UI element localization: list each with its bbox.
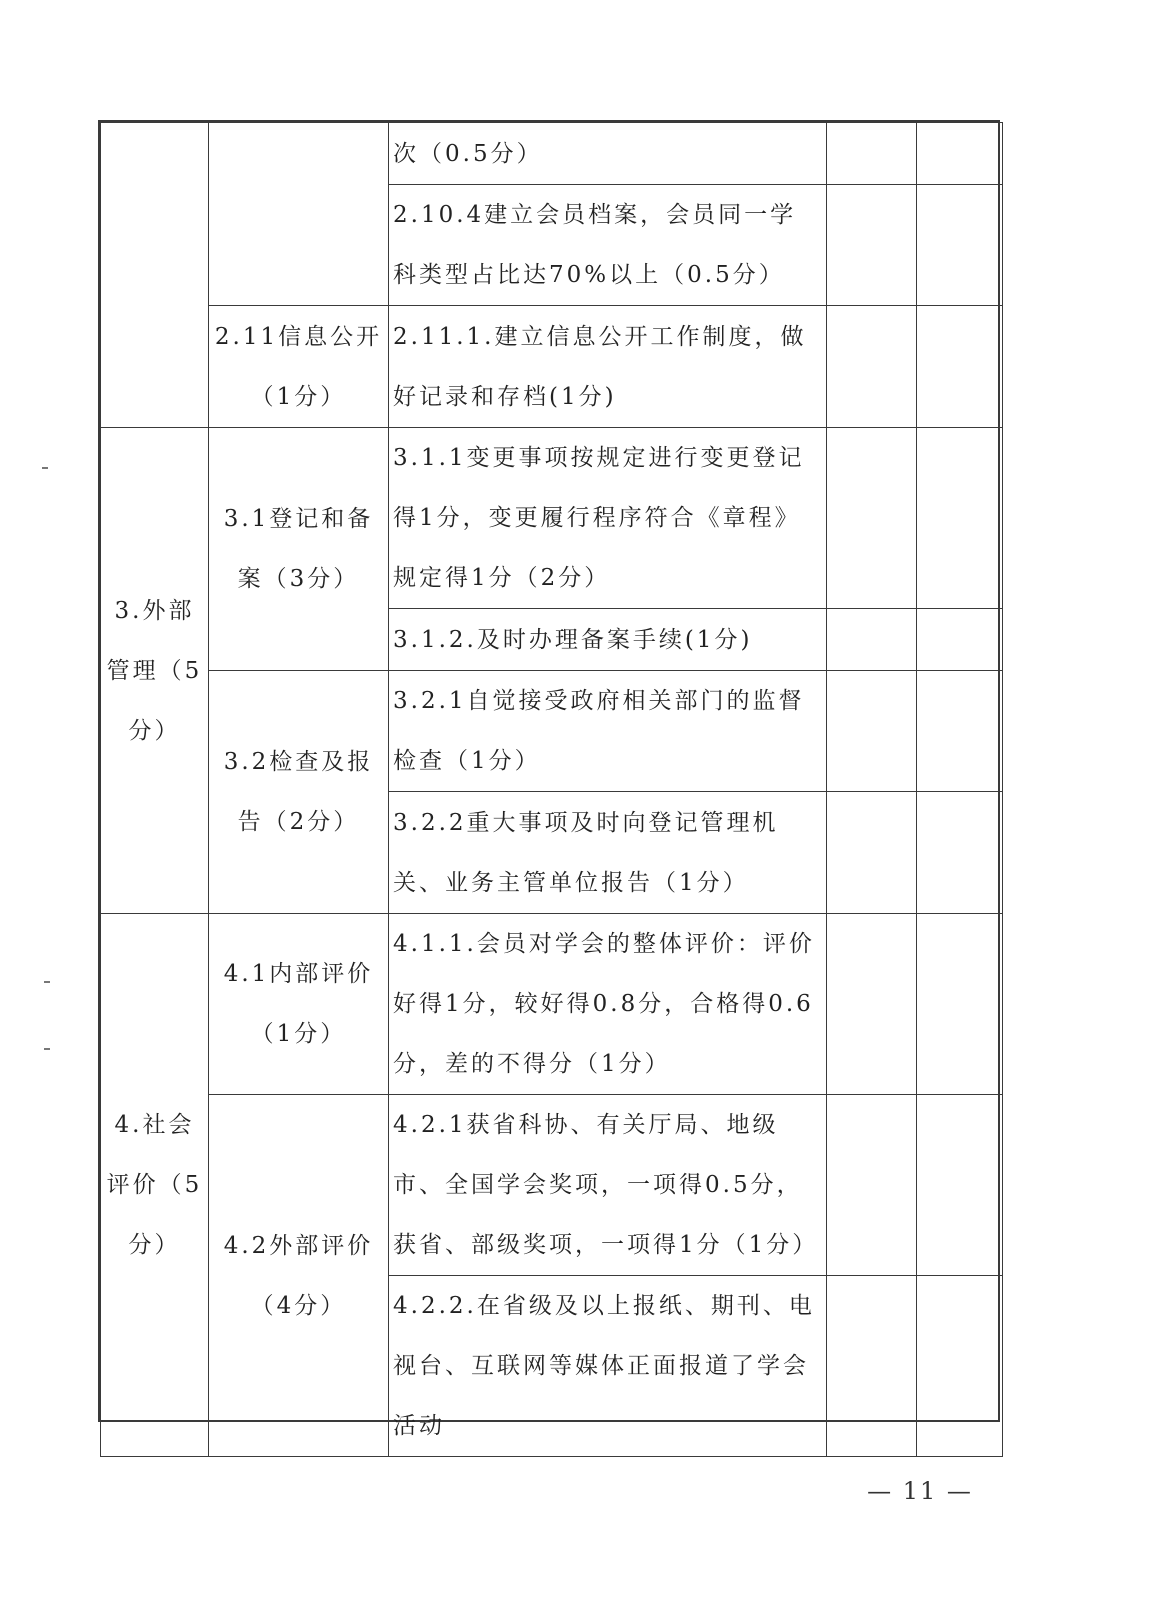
item-cell: 4.2外部评价（4分） [209, 1095, 389, 1457]
evaluation-table-grid [100, 122, 1003, 1457]
table-row [101, 671, 1003, 792]
table-row [101, 123, 1003, 185]
evaluation-table [98, 120, 1000, 1439]
item-cell: 2.11信息公开（1分） [209, 306, 389, 428]
criterion-cell: 3.2.1自觉接受政府相关部门的监督检查（1分） [389, 671, 827, 792]
item-cell: 3.1登记和备案（3分） [209, 428, 389, 671]
item-cell-continued [209, 123, 389, 306]
remark-cell[interactable] [917, 1095, 1003, 1276]
remark-cell[interactable] [917, 185, 1003, 306]
score-cell[interactable] [827, 306, 917, 428]
score-cell[interactable] [827, 671, 917, 792]
criterion-cell: 4.1.1.会员对学会的整体评价：评价好得1分，较好得0.8分，合格得0.6分，差的不得分（1分） [389, 914, 827, 1095]
scan-speck [44, 1048, 50, 1050]
category-cell: 3.外部管理（5分） [101, 428, 209, 914]
score-cell[interactable] [827, 792, 917, 914]
score-cell[interactable] [827, 185, 917, 306]
page-number: — 11 — [867, 1477, 973, 1505]
score-cell[interactable] [827, 1276, 917, 1457]
scan-speck [44, 981, 50, 983]
remark-cell[interactable] [917, 792, 1003, 914]
criterion-cell: 2.11.1.建立信息公开工作制度，做好记录和存档(1分) [389, 306, 827, 428]
remark-cell[interactable] [917, 1276, 1003, 1457]
criterion-cell: 2.10.4建立会员档案，会员同一学科类型占比达70%以上（0.5分） [389, 185, 827, 306]
item-cell: 4.1内部评价（1分） [209, 914, 389, 1095]
score-cell[interactable] [827, 914, 917, 1095]
table-row [101, 914, 1003, 1095]
item-cell: 3.2检查及报告（2分） [209, 671, 389, 914]
remark-cell[interactable] [917, 914, 1003, 1095]
score-cell[interactable] [827, 123, 917, 185]
remark-cell[interactable] [917, 671, 1003, 792]
category-cell-continued [101, 123, 209, 428]
score-cell[interactable] [827, 1095, 917, 1276]
table-row [101, 428, 1003, 609]
category-cell: 4.社会评价（5分） [101, 914, 209, 1457]
remark-cell[interactable] [917, 123, 1003, 185]
score-cell[interactable] [827, 428, 917, 609]
table-row [101, 306, 1003, 428]
remark-cell[interactable] [917, 609, 1003, 671]
criterion-cell: 3.2.2重大事项及时向登记管理机关、业务主管单位报告（1分） [389, 792, 827, 914]
criterion-cell: 4.2.2.在省级及以上报纸、期刊、电视台、互联网等媒体正面报道了学会活动 [389, 1276, 827, 1457]
criterion-cell: 次（0.5分） [389, 123, 827, 185]
criterion-cell: 3.1.2.及时办理备案手续(1分) [389, 609, 827, 671]
table-row [101, 1095, 1003, 1276]
remark-cell[interactable] [917, 428, 1003, 609]
criterion-cell: 4.2.1获省科协、有关厅局、地级市、全国学会奖项，一项得0.5分，获省、部级奖项，一项得1分（1分） [389, 1095, 827, 1276]
score-cell[interactable] [827, 609, 917, 671]
remark-cell[interactable] [917, 306, 1003, 428]
scan-speck [42, 467, 48, 469]
criterion-cell: 3.1.1变更事项按规定进行变更登记得1分，变更履行程序符合《章程》规定得1分（2分） [389, 428, 827, 609]
